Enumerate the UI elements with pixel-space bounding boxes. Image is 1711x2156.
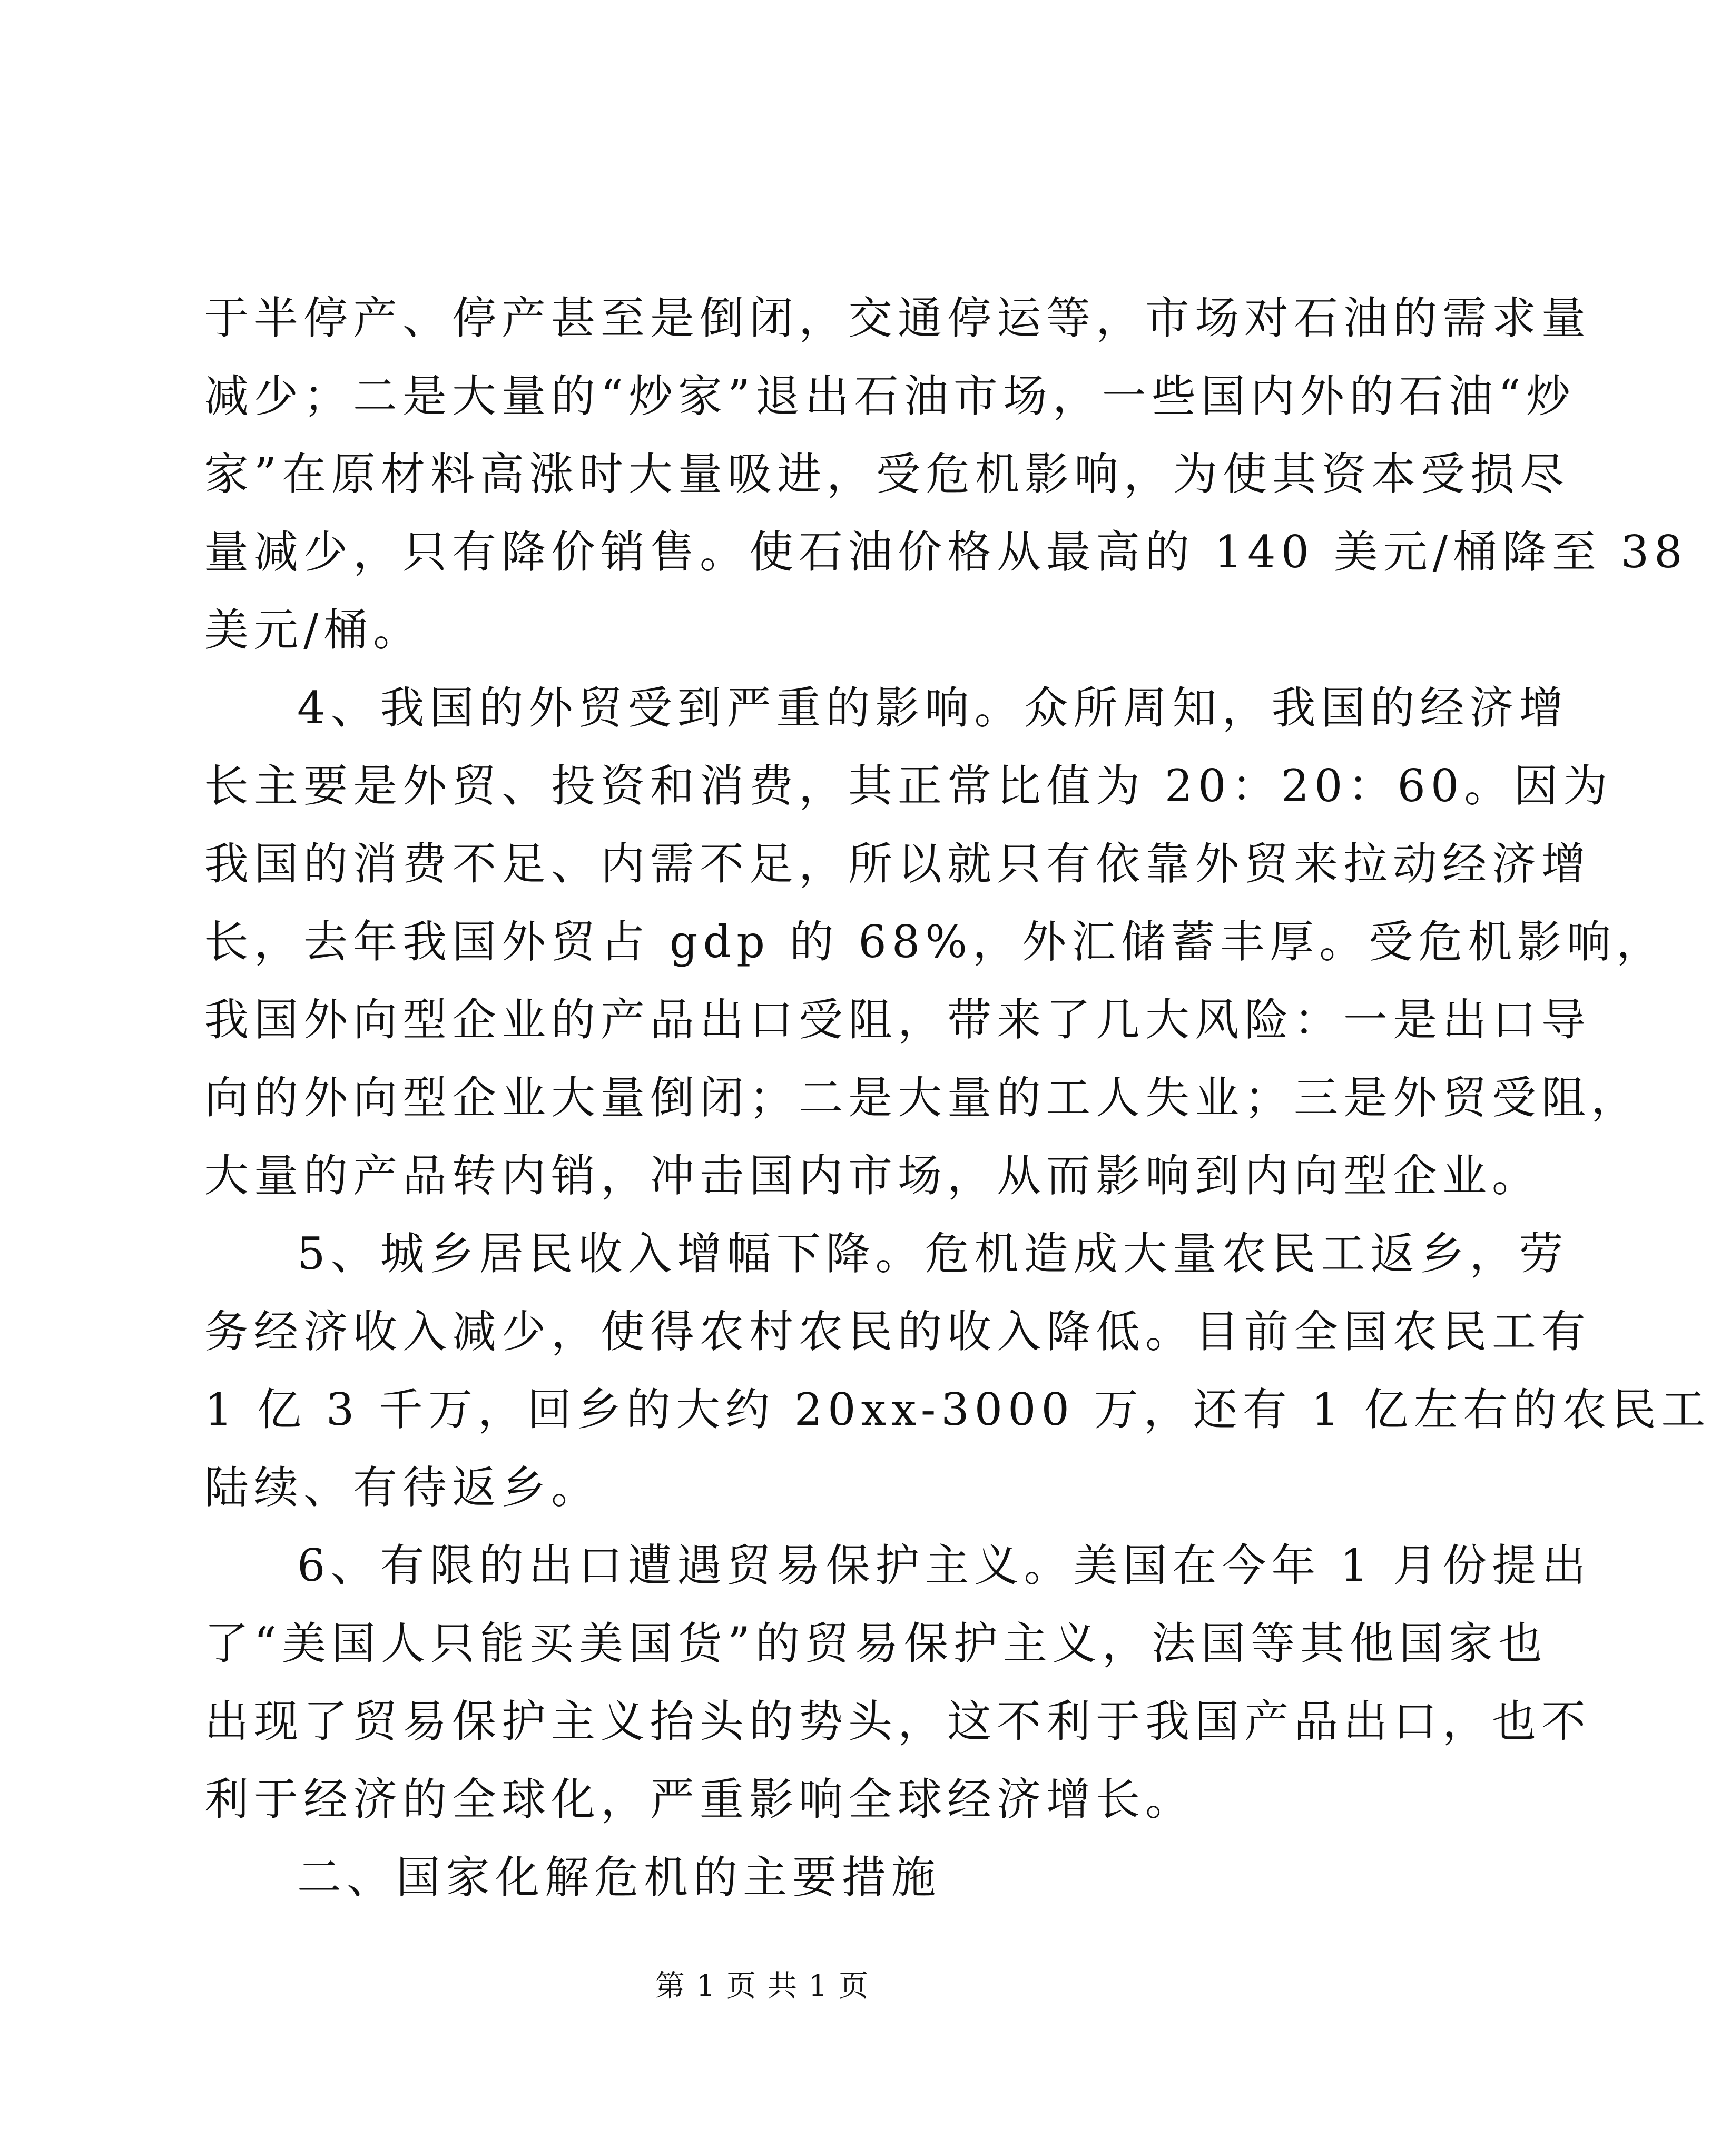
paragraph-line: 大量的产品转内销，冲击国内市场，从而影响到内向型企业。 — [204, 1150, 1542, 1202]
paragraph-line: 于半停产、停产甚至是倒闭，交通停运等，市场对石油的需求量 — [204, 292, 1591, 344]
paragraph-line: 陆续、有待返乡。 — [204, 1462, 601, 1513]
paragraph-line: 了“美国人只能买美国货”的贸易保护主义，法国等其他国家也 — [204, 1618, 1548, 1669]
paragraph-line: 量减少，只有降价销售。使石油价格从最高的 140 美元/桶降至 38 — [204, 526, 1688, 578]
section-heading: 二、国家化解危机的主要措施 — [297, 1852, 941, 1903]
paragraph-line: 1 亿 3 千万，回乡的大约 20xx-3000 万，还有 1 亿左右的农民工 — [204, 1384, 1711, 1435]
paragraph-line: 务经济收入减少，使得农村农民的收入降低。目前全国农民工有 — [204, 1306, 1591, 1357]
paragraph-line: 出现了贸易保护主义抬头的势头，这不利于我国产品出口，也不 — [204, 1696, 1591, 1747]
paragraph-line: 长主要是外贸、投资和消费，其正常比值为 20：20：60。因为 — [204, 760, 1613, 812]
paragraph-line: 减少；二是大量的“炒家”退出石油市场，一些国内外的石油“炒 — [204, 370, 1576, 422]
paragraph-line: 家”在原材料高涨时大量吸进，受危机影响，为使其资本受损尽 — [204, 448, 1569, 500]
paragraph-line: 6、有限的出口遭遇贸易保护主义。美国在今年 1 月份提出 — [297, 1540, 1591, 1591]
paragraph-line: 5、城乡居民收入增幅下降。危机造成大量农民工返乡，劳 — [297, 1228, 1569, 1279]
document-body — [204, 279, 1711, 1916]
paragraph-line: 向的外向型企业大量倒闭；二是大量的工人失业；三是外贸受阻， — [204, 1072, 1641, 1124]
paragraph-line: 我国的消费不足、内需不足，所以就只有依靠外贸来拉动经济增 — [204, 838, 1591, 890]
paragraph-line: 利于经济的全球化，严重影响全球经济增长。 — [204, 1774, 1195, 1825]
paragraph-line: 长，去年我国外贸占 gdp 的 68%，外汇储蓄丰厚。受危机影响， — [204, 916, 1666, 968]
paragraph-line: 我国外向型企业的产品出口受阻，带来了几大风险：一是出口导 — [204, 994, 1591, 1046]
paragraph-line: 美元/桶。 — [204, 604, 423, 656]
paragraph-line: 4、我国的外贸受到严重的影响。众所周知，我国的经济增 — [297, 682, 1569, 734]
page-number-footer: 第 1 页 共 1 页 — [655, 1969, 870, 2003]
